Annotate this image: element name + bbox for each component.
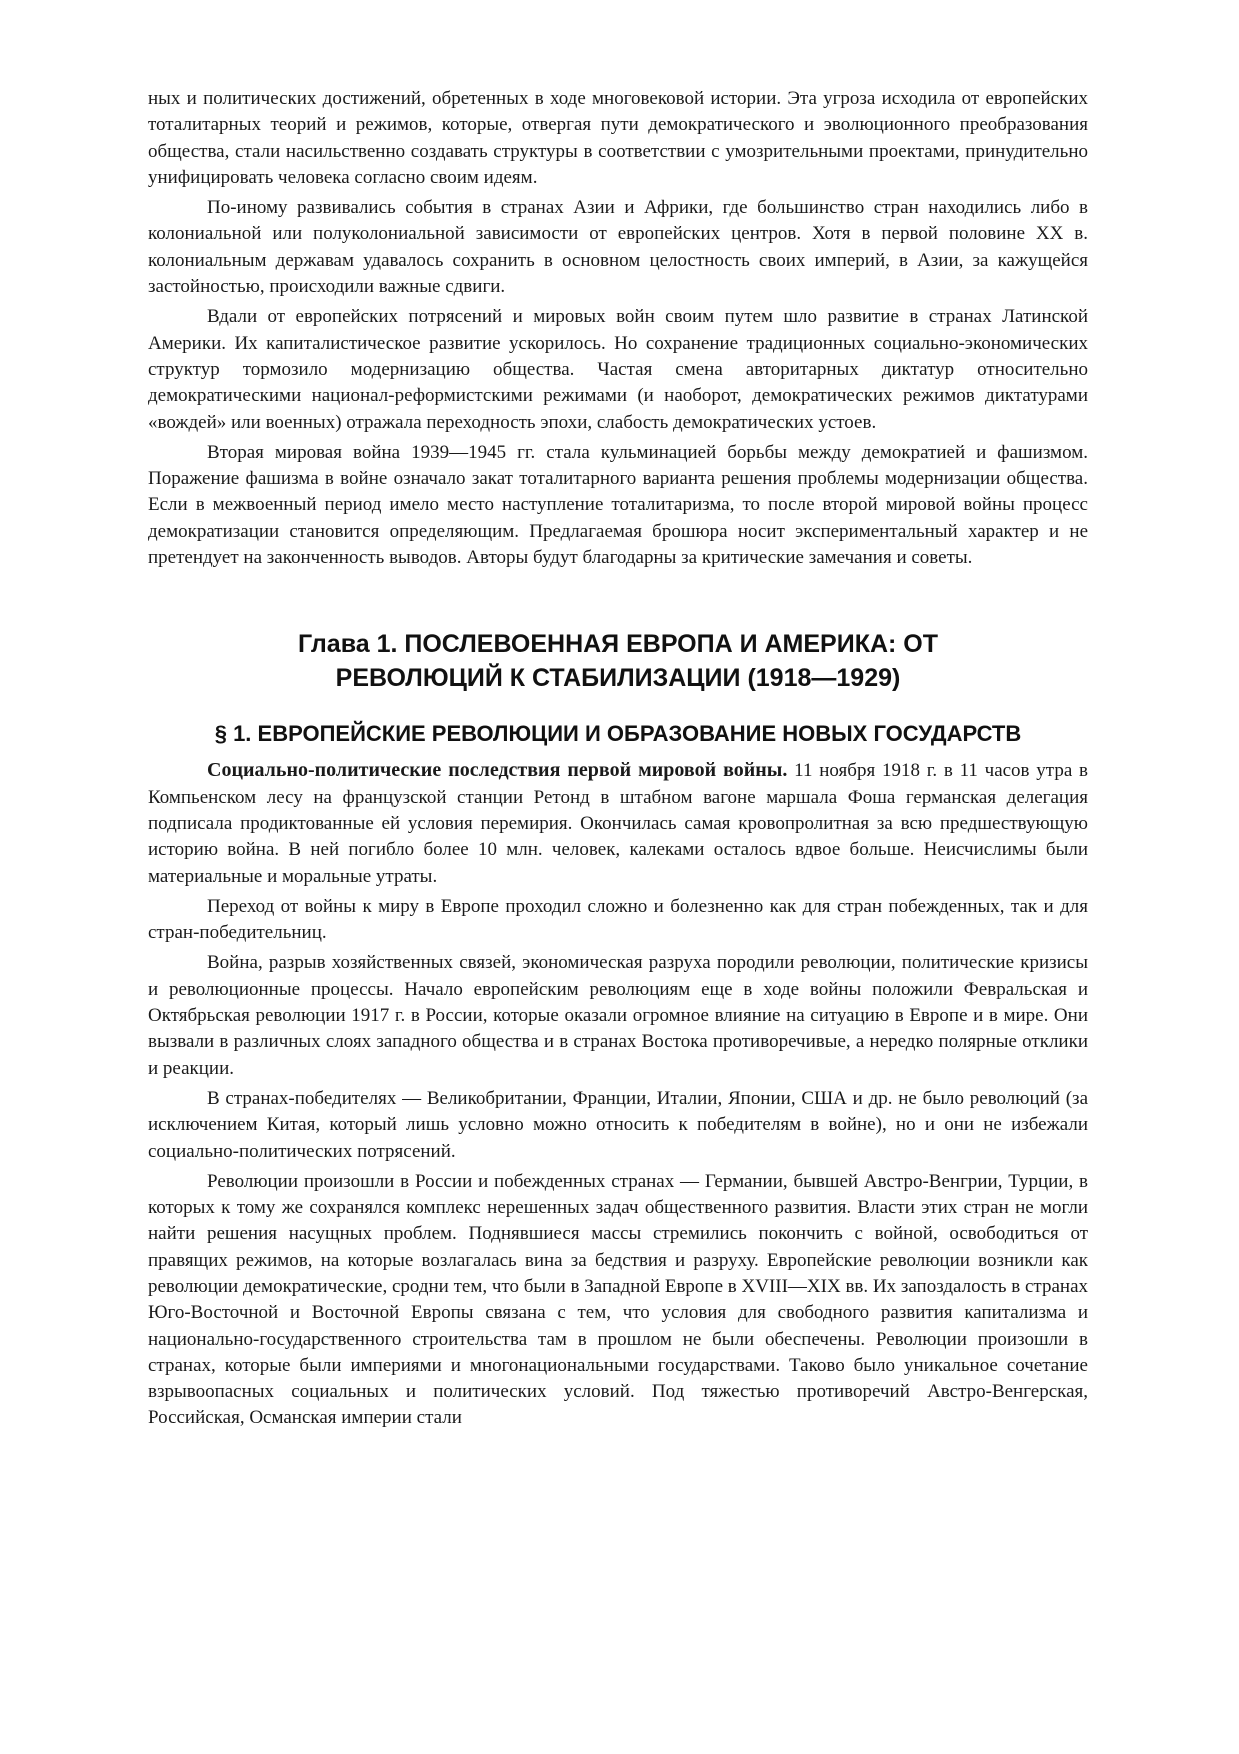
chapter-title-line-1: Глава 1. ПОСЛЕВОЕННАЯ ЕВРОПА И АМЕРИКА: ОТ — [298, 630, 938, 659]
chapter-title — [148, 627, 1088, 695]
paragraph: В странах-победителях — Великобритании, Франции, Италии, Японии, США и др. не было революций (за исключением Китая, который лишь условно можно относить к победителям в войне), но и они не избежали социально-политических потрясений. — [148, 1087, 1088, 1162]
section-title: § 1. ЕВРОПЕЙСКИЕ РЕВОЛЮЦИИ И ОБРАЗОВАНИЕ НОВЫХ ГОСУДАРСТВ — [214, 721, 1022, 747]
lead-text: 11 ноября 1918 г. в 11 часов утра в Компьенском лесу на французской станции Ретонд в штабном вагоне маршала Фоша германская делегация подписала продиктованные ей условия перемирия. Окончилась самая кровопролитная за всю предшествующую историю война. В ней погибло более 10 млн. человек, калеками осталось вдвое больше. Неисчислимы были материальные и моральные утраты. — [148, 760, 1088, 887]
paragraph: По-иному развивались события в странах Азии и Африки, где большинство стран находились либо в колониальной или полуколониальной зависимости от европейских центров. Хотя в первой половине XX в. колониальным державам удавалось сохранить в основном целостность своих империй, в Азии, за кажущейся застойностью, происходили важные сдвиги. — [148, 197, 1088, 298]
lead-paragraph — [148, 757, 1088, 889]
paragraph: ных и политических достижений, обретенных в ходе многовековой истории. Эта угроза исходила от европейских тоталитарных теорий и режимов, которые, отвергая пути демократического и эволюционного преобразования общества, стали насильственно создавать структуры в соответствии с умозрительными проектами, принудительно унифицировать человека согласно своим идеям. — [148, 88, 1088, 188]
paragraph: Революции произошли в России и побежденных странах — Германии, бывшей Австро-Венгрии, Турции, в которых к тому же сохранялся комплекс нерешенных задач общественного развития. Власти этих стран не могли найти решения насущных проблем. Поднявшиеся массы стремились покончить с войной, освободиться от правящих режимов, на которые возлагалась вина за бедствия и разруху. Европейские революции возникли как революции демократические, сродни тем, что были в Западной Европе в XVIII—XIX вв. Их запоздалость в странах Юго-Восточной и Восточной Европы связана с тем, что условия для свободного развития капитализма и национально-государственного строительства там в прошлом не были обеспечены. Революции произошли в странах, которые были империями и многонациональными государствами. Таково было уникальное сочетание взрывоопасных социальных и политических условий. Под тяжестью противоречий Австро-Венгерская, Российская, Османская империи стали — [148, 1170, 1088, 1429]
document-page — [148, 86, 1088, 1436]
paragraph: Вторая мировая война 1939—1945 гг. стала кульминацией борьбы между демократией и фашизмом. Поражение фашизма в войне означало закат тоталитарного варианта решения проблемы модернизации общества. Если в межвоенный период имело место наступление тоталитаризма, то после второй мировой войны процесс демократизации становится определяющим. Предлагаемая брошюра носит экспериментальный характер и не претендует на законченность выводов. Авторы будут благодарны за критические замечания и советы. — [148, 441, 1088, 569]
chapter-title-line-2: РЕВОЛЮЦИЙ К СТАБИЛИЗАЦИИ (1918—1929) — [335, 664, 901, 693]
paragraph: Переход от войны к миру в Европе проходил сложно и болезненно как для стран побежденных, так и для стран-победительниц. — [148, 895, 1088, 944]
paragraph: Война, разрыв хозяйственных связей, экономическая разруха породили революции, политические кризисы и революционные процессы. Начало европейским революциям еще в ходе войны положили Февральская и Октябрьская революции 1917 г. в России, которые оказали огромное влияние на ситуацию в Европе и в мире. Они вызвали в различных слоях западного общества и в странах Востока противоречивые, а нередко полярные отклики и реакции. — [148, 952, 1088, 1079]
lead-heading: Социально-политические последствия первой мировой войны. — [207, 759, 788, 782]
paragraph: Вдали от европейских потрясений и мировых войн своим путем шло развитие в странах Латинской Америки. Их капиталистическое развитие ускорилось. Но сохранение традиционных социально-экономических структур тормозило модернизацию общества. Частая смена авторитарных диктатур относительно демократическими национал-реформистскими режимами (и наоборот, демократических режимов диктатурами «вождей» или военных) отражала переходность эпохи, слабость демократических устоев. — [148, 306, 1088, 433]
